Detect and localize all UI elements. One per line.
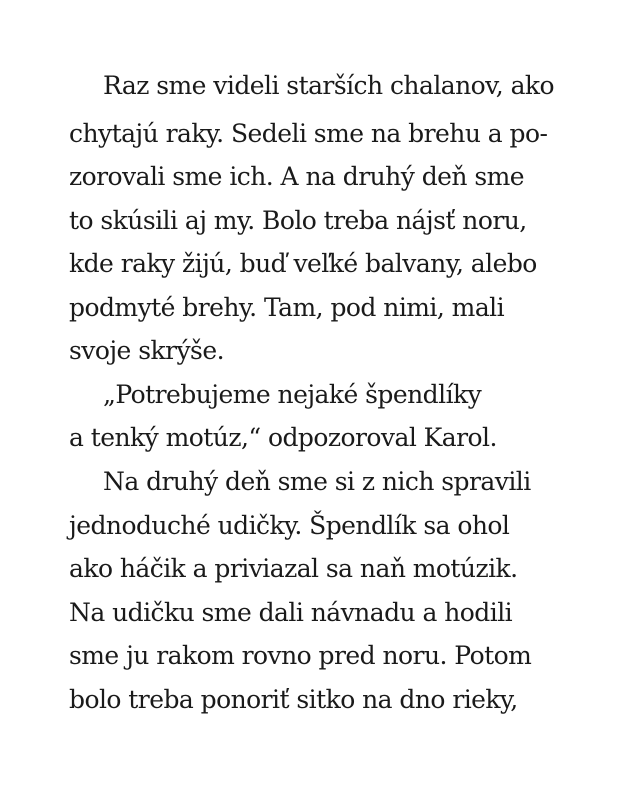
text-line: sme ju rakom rovno pred noru. Potom xyxy=(69,641,532,670)
text-line: zorovali sme ich. A na druhý deň sme xyxy=(69,162,525,191)
text-line: kde raky žijú, buď veľké balvany, alebo xyxy=(69,249,537,278)
text-line: svoje skrýše. xyxy=(69,336,224,365)
text-line: Na druhý deň sme si z nich spravili xyxy=(103,467,531,496)
text-line: jednoduché udičky. Špendlík sa ohol xyxy=(69,511,510,540)
text-line: bolo treba ponoriť sitko na dno rieky, xyxy=(69,685,518,714)
text-line: ako háčik a priviazal sa naň motúzik. xyxy=(69,554,518,583)
text-line: Raz sme videli starších chalanov, ako xyxy=(103,71,555,100)
text-line: Na udičku sme dali návnadu a hodili xyxy=(69,598,513,627)
text-line: chytajú raky. Sedeli sme na brehu a po- xyxy=(69,119,548,148)
text-line: a tenký motúz,“ odpozoroval Karol. xyxy=(69,423,497,452)
text-line: „Potrebujeme nejaké špendlíky xyxy=(103,380,482,409)
text-line: podmyté brehy. Tam, pod nimi, mali xyxy=(69,293,505,322)
text-line: to skúsili aj my. Bolo treba nájsť noru, xyxy=(69,206,527,235)
